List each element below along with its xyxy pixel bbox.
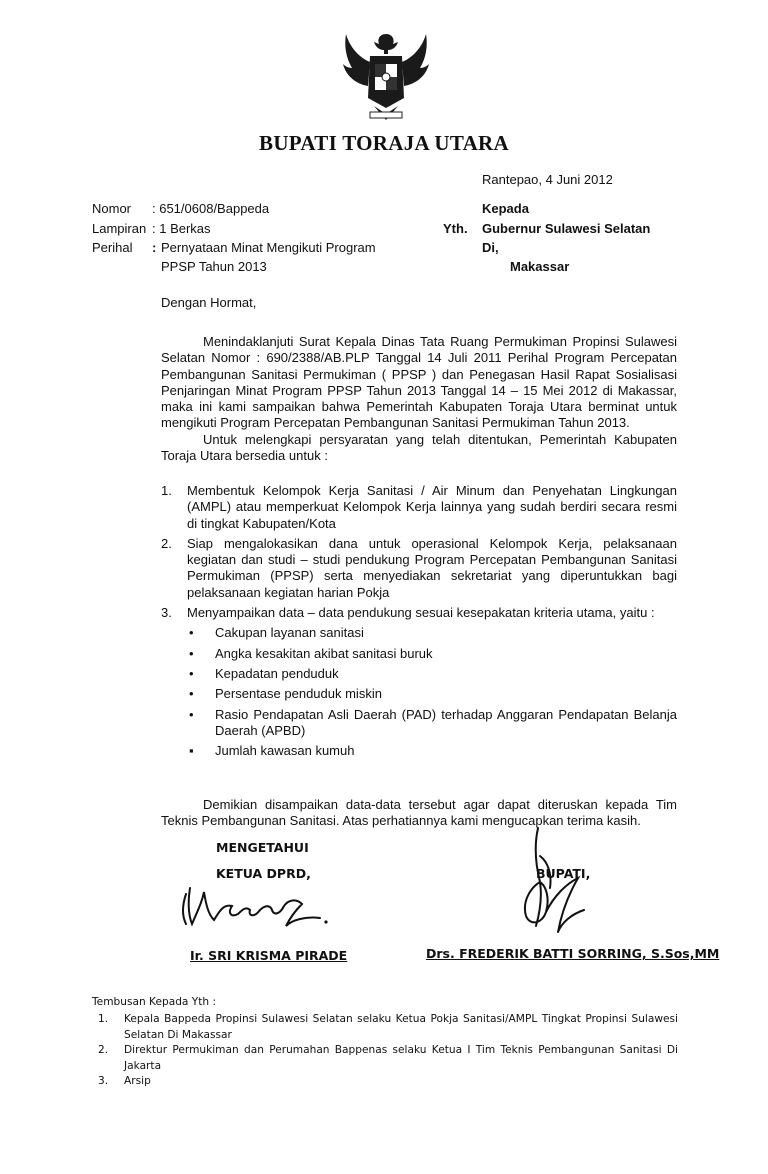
garuda-pancasila-emblem-icon xyxy=(340,28,432,126)
bullet-icon: • xyxy=(189,686,194,702)
paragraph-2: Untuk melengkapi persyaratan yang telah ditentukan, Pemerintah Kabupaten Toraja Utara bersedia untuk : xyxy=(161,431,677,464)
ketua-dprd-name: Ir. SRI KRISMA PIRADE xyxy=(190,948,348,963)
bupati-title: BUPATI, xyxy=(536,866,591,881)
tembusan-text: Direktur Permukiman dan Perumahan Bappenas selaku Ketua I Tim Teknis Pembangunan Sanitasi Di Jakarta xyxy=(124,1044,678,1072)
criteria-text: Persentase penduduk miskin xyxy=(215,686,382,702)
tembusan-heading: Tembusan Kepada Yth : xyxy=(92,996,217,1008)
criteria-text: Rasio Pendapatan Asli Daerah (PAD) terhadap Anggaran Pendapatan Belanja Daerah (APBD) xyxy=(215,706,677,738)
criteria-item xyxy=(161,743,677,759)
tembusan-text: Arsip xyxy=(124,1075,151,1087)
perihal-line-1: Pernyataan Minat Mengikuti Program xyxy=(161,240,376,255)
tembusan-item xyxy=(92,1043,678,1074)
list-item-number: 2. xyxy=(161,535,172,551)
square-bullet-icon: ▪ xyxy=(189,743,194,759)
di-label: Di, xyxy=(482,240,499,255)
lampiran-label: Lampiran xyxy=(92,221,147,236)
bullet-icon: • xyxy=(189,645,194,661)
requirements-list xyxy=(161,483,677,763)
list-item-text: Membentuk Kelompok Kerja Sanitasi / Air Minum dan Penyehatan Lingkungan (AMPL) atau memperkuat Kelompok Kerja lainnya yang sudah berdiri secara resmi di tingkat Kabupaten/Kota xyxy=(187,483,677,531)
criteria-list xyxy=(161,625,677,759)
nomor-label: Nomor xyxy=(92,201,132,216)
ketua-dprd-title: KETUA DPRD, xyxy=(216,866,311,881)
bullet-icon: • xyxy=(189,625,194,641)
list-item-text: Menyampaikan data – data pendukung sesuai kesepakatan kriteria utama, yaitu : xyxy=(187,605,655,621)
tembusan-number: 2. xyxy=(98,1044,109,1056)
criteria-text: Jumlah kawasan kumuh xyxy=(215,743,355,759)
kepada-label: Kepada xyxy=(482,201,529,216)
paragraph-1: Menindaklanjuti Surat Kepala Dinas Tata Ruang Permukiman Propinsi Sulawesi Selatan Nomor : 690/2388/AB.PLP Tanggal 14 Juli 2011 Perihal Program Percepatan Pembangunan Sanitasi Permukiman ( PPSP ) dan Penegasan Hasil Rapat Sosialisasi Penjaringan Minat Program PPSP Tahun 2013 Tanggal 14 – 15 Mei 2012 di Makassar, maka ini kami sampaikan bahwa Pemerintah Kabupaten Toraja Utara berminat untuk mengikuti Program Percepatan Pembangunan Sanitasi Permukiman Tahun 2013. xyxy=(161,334,677,431)
criteria-item xyxy=(161,686,677,702)
list-item xyxy=(161,483,677,532)
criteria-text: Cakupan layanan sanitasi xyxy=(215,625,364,641)
tembusan-text: Kepala Bappeda Propinsi Sulawesi Selatan selaku Ketua Pokja Sanitasi/AMPL Tingkat Propinsi Sulawesi Selatan Di Makassar xyxy=(124,1013,678,1041)
bupati-signature-icon xyxy=(500,826,610,958)
ketua-signature-icon xyxy=(176,880,336,932)
greeting: Dengan Hormat, xyxy=(161,295,257,310)
recipient: Gubernur Sulawesi Selatan xyxy=(482,221,651,236)
criteria-item xyxy=(161,625,677,641)
tembusan-number: 1. xyxy=(98,1013,109,1025)
tembusan-number: 3. xyxy=(98,1075,109,1087)
bullet-icon: • xyxy=(189,665,194,681)
list-item-text: Siap mengalokasikan dana untuk operasional Kelompok Kerja, pelaksanaan kegiatan dan studi – studi pendukung Program Percepatan Pembangunan Sanitasi Permukiman (PPSP) serta menyediakan sekretariat yang diperuntukkan bagi pelaksanaan kegiatan harian Pokja xyxy=(187,535,677,600)
list-item xyxy=(161,605,677,621)
perihal-colon: : xyxy=(152,240,157,255)
letterhead-title: BUPATI TORAJA UTARA xyxy=(259,131,509,155)
body-paragraphs xyxy=(161,334,677,464)
mengetahui-label: MENGETAHUI xyxy=(216,840,309,855)
perihal-line-2: PPSP Tahun 2013 xyxy=(161,259,267,274)
place-date: Rantepao, 4 Juni 2012 xyxy=(482,172,613,187)
lampiran-value: : 1 Berkas xyxy=(152,221,211,236)
criteria-text: Angka kesakitan akibat sanitasi buruk xyxy=(215,645,433,661)
list-item-number: 3. xyxy=(161,605,172,621)
perihal-label: Perihal xyxy=(92,240,133,255)
bullet-icon: • xyxy=(189,706,194,722)
tembusan-item xyxy=(92,1074,678,1090)
tembusan-item xyxy=(92,1012,678,1043)
criteria-item xyxy=(161,666,677,682)
nomor-value: : 651/0608/Bappeda xyxy=(152,201,270,216)
bupati-name: Drs. FREDERIK BATTI SORRING, S.Sos,MM xyxy=(426,946,720,961)
criteria-item xyxy=(161,707,677,740)
closing-paragraph-block xyxy=(161,797,677,830)
list-item xyxy=(161,536,677,601)
criteria-item xyxy=(161,646,677,662)
tembusan-list xyxy=(92,1012,678,1090)
closing-paragraph: Demikian disampaikan data-data tersebut agar dapat diteruskan kepada Tim Teknis Pembangunan Sanitasi. Atas perhatiannya kami mengucapkan terima kasih. xyxy=(161,797,677,829)
yth-label: Yth. xyxy=(443,221,468,236)
criteria-text: Kepadatan penduduk xyxy=(215,665,339,681)
list-item-number: 1. xyxy=(161,483,172,498)
city: Makassar xyxy=(510,259,570,274)
